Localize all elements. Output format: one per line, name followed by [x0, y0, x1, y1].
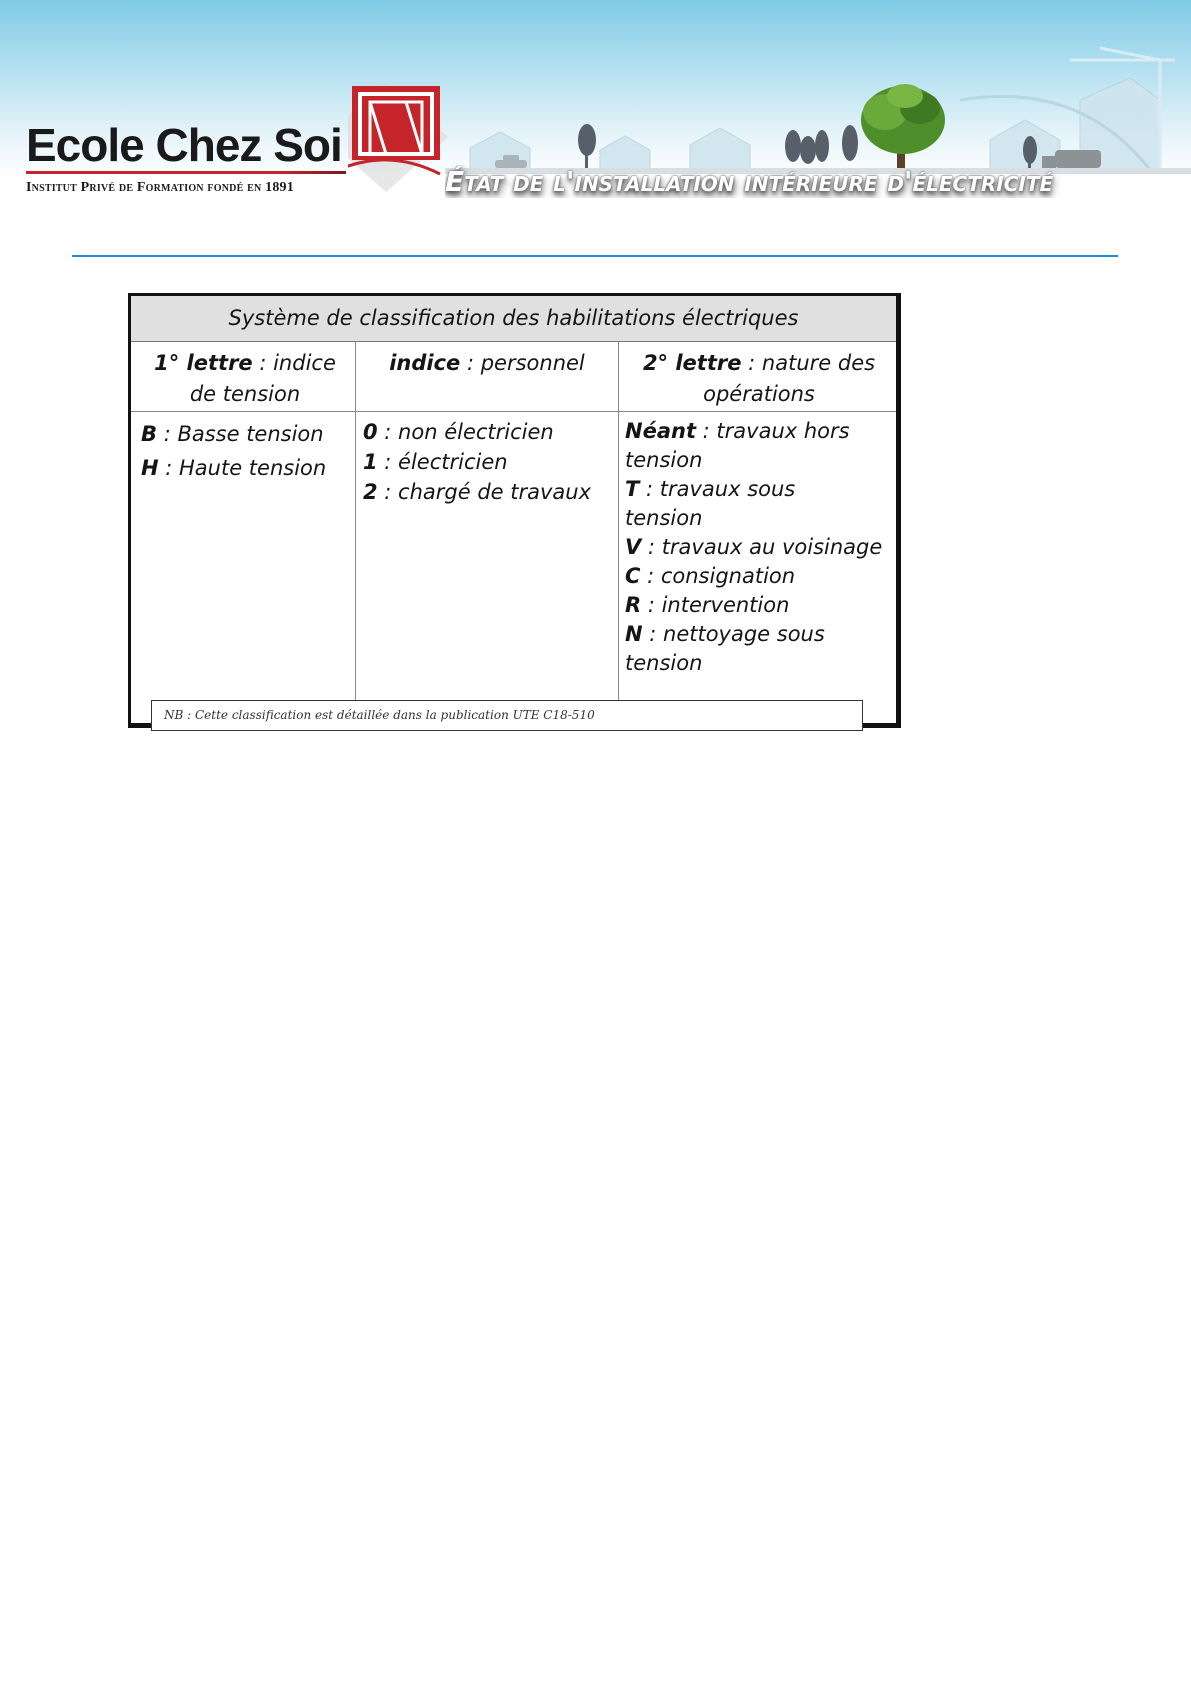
table-footnote: NB : Cette classification est détaillée dans la publication UTE C18-510: [151, 700, 863, 731]
item-text: : électricien: [377, 450, 508, 474]
list-item-continuation: tension: [625, 651, 703, 675]
code-letter: R: [625, 593, 642, 617]
column-divider: [618, 342, 619, 726]
list-item: [625, 562, 895, 591]
list-item: [625, 620, 895, 649]
list-item: [141, 417, 351, 451]
banner-title: État de l'installation intérieure d'électricité: [445, 165, 1054, 198]
item-text: : travaux sous: [639, 477, 796, 501]
code-digit: 2: [363, 480, 378, 504]
item-text: : non électricien: [377, 420, 554, 444]
page-header-banner: [0, 0, 1191, 228]
list-item-continuation: tension: [625, 448, 703, 472]
code-letter: H: [141, 456, 159, 480]
header-cell-voltage-index: [139, 348, 351, 410]
table-body: [131, 342, 896, 718]
code-digit: 1: [363, 450, 378, 474]
school-logo-subtitle: Institut Privé de Formation fondé en 1891: [26, 180, 294, 195]
header-cell-personnel-index: [361, 348, 613, 379]
list-item: [625, 417, 895, 446]
classification-table: [128, 293, 901, 728]
item-text: : travaux hors: [695, 419, 850, 443]
code-digit: 0: [363, 420, 378, 444]
school-logo-name: Ecole Chez Soi: [26, 119, 342, 171]
item-text: : Haute tension: [158, 456, 327, 480]
operations-list: [625, 417, 895, 678]
code-letter: C: [625, 564, 641, 588]
voltage-list: [141, 417, 351, 485]
item-text: : travaux au voisinage: [641, 535, 883, 559]
header-text: : nature des opérations: [703, 351, 876, 406]
list-item: [141, 451, 351, 485]
header-keyword: 2° lettre: [642, 351, 742, 375]
school-emblem-icon: [348, 82, 448, 192]
item-text: : nettoyage sous: [642, 622, 825, 646]
item-text: : Basse tension: [157, 422, 324, 446]
item-text: : chargé de travaux: [377, 480, 592, 504]
list-item: [363, 477, 615, 507]
header-row-divider: [131, 411, 896, 412]
list-item: [363, 447, 615, 477]
header-divider: [72, 255, 1118, 257]
logo-underline: [26, 171, 346, 174]
list-item: [625, 591, 895, 620]
header-cell-operations: [625, 348, 893, 410]
list-item: [363, 417, 615, 447]
header-text: : personnel: [460, 351, 585, 375]
code-letter: N: [625, 622, 643, 646]
list-item: [625, 475, 895, 504]
code-letter: B: [141, 422, 158, 446]
code-letter: Néant: [625, 419, 696, 443]
list-item-continuation: tension: [625, 506, 703, 530]
code-letter: T: [625, 477, 640, 501]
header-keyword: indice: [389, 351, 461, 375]
table-title: Système de classification des habilitations électriques: [131, 296, 896, 342]
code-letter: V: [625, 535, 642, 559]
list-item: [625, 533, 895, 562]
column-divider: [355, 342, 356, 726]
header-keyword: 1° lettre: [154, 351, 253, 375]
header-text: : indice de tension: [189, 351, 336, 406]
item-text: : consignation: [640, 564, 796, 588]
personnel-list: [363, 417, 615, 507]
item-text: : intervention: [641, 593, 790, 617]
